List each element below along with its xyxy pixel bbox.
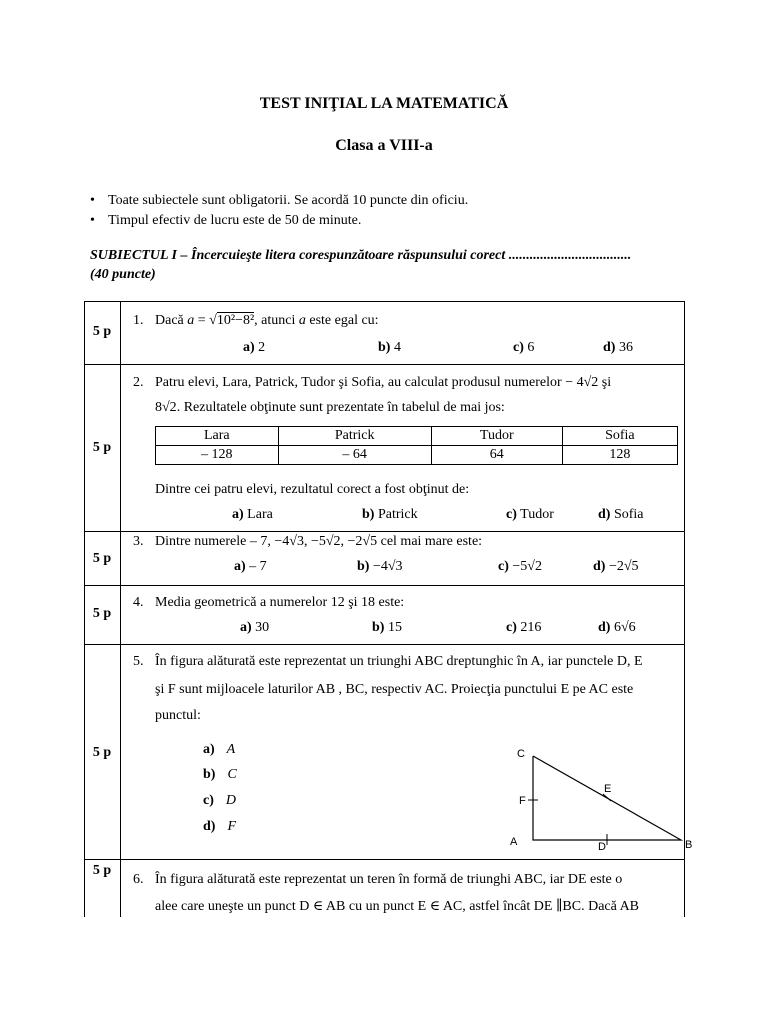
q2-line1-pre: Patru elevi, Lara, Patrick, Tudor şi Sofia, au calculat produsul numerelor: [155, 375, 566, 390]
q2-results-table: [155, 426, 678, 465]
q3-option-a[interactable]: [234, 559, 267, 575]
q2-question: Dintre cei patru elevi, rezultatul corect a fost obţinut de:: [155, 482, 470, 497]
q1-option-a-letter: a): [243, 340, 255, 355]
q5-option-b-letter: b): [203, 767, 216, 782]
points-q6: 5 p: [92, 863, 112, 878]
figure-label-a: A: [510, 836, 518, 848]
q1-option-b-text: 4: [390, 340, 401, 355]
figure-label-f: F: [519, 795, 526, 807]
q2-option-b[interactable]: [362, 507, 418, 523]
table-header-sofia: Sofia: [562, 427, 677, 446]
row-divider: [84, 859, 685, 860]
q1-sqrt-sign: √: [209, 313, 217, 328]
q4-number: 4.: [133, 595, 144, 610]
q1-eq: =: [194, 313, 210, 328]
q1-text: [155, 313, 379, 329]
points-q5: 5 p: [92, 745, 112, 760]
q5-option-a[interactable]: [203, 742, 235, 758]
q1-option-a[interactable]: [243, 340, 265, 356]
q1-option-a-text: 2: [254, 340, 266, 355]
q4-option-a-letter: a): [240, 620, 252, 635]
q2-line2: [155, 400, 505, 416]
instruction-2: • Timpul efectiv de lucru este de 50 de minute.: [108, 213, 361, 229]
q5-option-d-letter: d): [203, 819, 216, 834]
q4-option-b-letter: b): [372, 620, 385, 635]
q2-option-a[interactable]: [232, 507, 273, 523]
q5-option-d-text: F: [227, 819, 237, 834]
q3-option-a-letter: a): [234, 559, 246, 574]
q2-option-d[interactable]: [598, 507, 644, 523]
q5-option-b-text: C: [227, 767, 237, 782]
q6-line1: În figura alăturată este reprezentat un teren în formă de triunghi ABC, iar DE este o: [155, 872, 623, 887]
table-value-lara: – 128: [156, 446, 279, 465]
row-divider: [84, 585, 685, 586]
q3-option-b-text: −4√3: [369, 559, 403, 574]
q5-option-a-text: A: [226, 742, 236, 757]
q2-option-c[interactable]: [506, 507, 554, 523]
q3-text-post: cel mai mare este:: [377, 534, 483, 549]
q3-option-d[interactable]: [593, 559, 639, 575]
q1-option-d-text: 36: [615, 340, 633, 355]
q3-text-pre: Dintre numerele: [155, 534, 250, 549]
q2-option-b-text: Patrick: [374, 507, 418, 522]
q1-var2: a: [298, 313, 306, 328]
q6-number: 6.: [133, 872, 144, 887]
q1-option-c[interactable]: [513, 340, 534, 356]
points-q3: 5 p: [92, 551, 112, 566]
mark-e: [603, 794, 611, 801]
q1-pre: Dacă: [155, 313, 188, 328]
q2-line2-post: . Rezultatele obţinute sunt prezentate în tabelul de mai jos:: [176, 400, 505, 415]
figure-label-d: D: [598, 841, 606, 853]
q2-n2: 8√2: [155, 400, 177, 415]
column-divider: [120, 301, 121, 917]
q4-option-d-letter: d): [598, 620, 611, 635]
points-q2: 5 p: [92, 440, 112, 455]
points-q1: 5 p: [92, 324, 112, 339]
q2-option-a-letter: a): [232, 507, 244, 522]
instruction-1: • Toate subiectele sunt obligatorii. Se acordă 10 puncte din oficiu.: [108, 193, 468, 209]
table-row: [156, 446, 678, 465]
q2-option-d-text: Sofia: [610, 507, 644, 522]
q2-option-d-letter: d): [598, 507, 611, 522]
q1-option-d[interactable]: [603, 340, 633, 356]
q1-option-c-text: 6: [523, 340, 535, 355]
q1-number: 1.: [133, 313, 144, 328]
q1-var: a: [187, 313, 195, 328]
q3-option-d-text: −2√5: [605, 559, 639, 574]
q2-number: 2.: [133, 375, 144, 390]
table-header-lara: Lara: [156, 427, 279, 446]
q5-option-c-text: D: [225, 793, 237, 808]
q1-option-d-letter: d): [603, 340, 616, 355]
q5-number: 5.: [133, 654, 144, 669]
q4-option-a-text: 30: [251, 620, 270, 635]
table-header-patrick: Patrick: [278, 427, 431, 446]
q1-post2: este egal cu:: [305, 313, 379, 328]
table-value-tudor: 64: [431, 446, 562, 465]
table-header-tudor: Tudor: [431, 427, 562, 446]
q1-option-b-letter: b): [378, 340, 391, 355]
q5-line2: şi F sunt mijloacele laturilor AB , BC, respectiv AC. Proiecţia punctului E pe AC este: [155, 682, 634, 697]
q4-option-d[interactable]: [598, 620, 636, 636]
q3-numbers: – 7, −4√3, −5√2, −2√5: [249, 534, 378, 549]
q2-option-c-text: Tudor: [516, 507, 554, 522]
row-divider: [84, 364, 685, 365]
q1-option-c-letter: c): [513, 340, 524, 355]
row-divider: [84, 644, 685, 645]
q4-option-d-text: 6√6: [610, 620, 636, 635]
q5-option-d[interactable]: [203, 819, 236, 835]
section-points: (40 puncte): [90, 267, 156, 282]
q3-option-c[interactable]: [498, 559, 542, 575]
points-q4: 5 p: [92, 606, 112, 621]
q4-option-b-text: 15: [384, 620, 402, 635]
q5-option-b[interactable]: [203, 767, 237, 783]
q3-number: 3.: [133, 534, 144, 549]
figure-label-c: C: [517, 748, 525, 760]
figure-label-e: E: [604, 783, 612, 795]
q3-option-c-text: −5√2: [508, 559, 542, 574]
q2-n1: − 4√2: [565, 375, 599, 390]
q3-option-c-letter: c): [498, 559, 509, 574]
q2-option-a-text: Lara: [243, 507, 273, 522]
figure-label-b: B: [685, 839, 693, 851]
q4-option-c-letter: c): [506, 620, 517, 635]
page-subtitle: Clasa a VIII-a: [335, 137, 433, 154]
q2-line1: [155, 375, 611, 391]
q2-option-c-letter: c): [506, 507, 517, 522]
row-divider: [84, 531, 685, 532]
q1-option-b[interactable]: [378, 340, 401, 356]
q3-option-b-letter: b): [357, 559, 370, 574]
q4-option-a[interactable]: [240, 620, 269, 636]
q3-option-d-letter: d): [593, 559, 606, 574]
q5-option-c[interactable]: [203, 793, 236, 809]
q5-option-c-letter: c): [203, 793, 214, 808]
q4-option-b[interactable]: [372, 620, 402, 636]
q5-option-a-letter: a): [203, 742, 215, 757]
q5-line1: În figura alăturată este reprezentat un triunghi ABC dreptunghic în A, iar punctele D, E: [155, 654, 643, 669]
q1-post1: , atunci: [254, 313, 299, 328]
q4-option-c-text: 216: [516, 620, 542, 635]
q3-option-b[interactable]: [357, 559, 403, 575]
page-title: TEST INIŢIAL LA MATEMATICĂ: [259, 95, 509, 112]
q1-radicand: 10²−8²: [216, 313, 255, 328]
table-value-sofia: 128: [562, 446, 677, 465]
q2-line1-post: şi: [598, 375, 612, 390]
q4-text: Media geometrică a numerelor 12 şi 18 este:: [155, 595, 405, 610]
q3-text: [155, 534, 482, 550]
q5-line3: punctul:: [155, 708, 201, 723]
table-row: [156, 427, 678, 446]
table-value-patrick: – 64: [278, 446, 431, 465]
section-heading: SUBIECTUL I – Încercuieşte litera corespunzătoare răspunsului corect ...................................: [90, 248, 632, 263]
q6-line2: alee care uneşte un punct D ∈ AB cu un punct E ∈ AC, astfel încât DE ∥BC. Dacă AB: [155, 899, 640, 914]
q4-option-c[interactable]: [506, 620, 541, 636]
triangle-figure: [500, 745, 685, 855]
q3-option-a-text: – 7: [245, 559, 267, 574]
q2-option-b-letter: b): [362, 507, 375, 522]
